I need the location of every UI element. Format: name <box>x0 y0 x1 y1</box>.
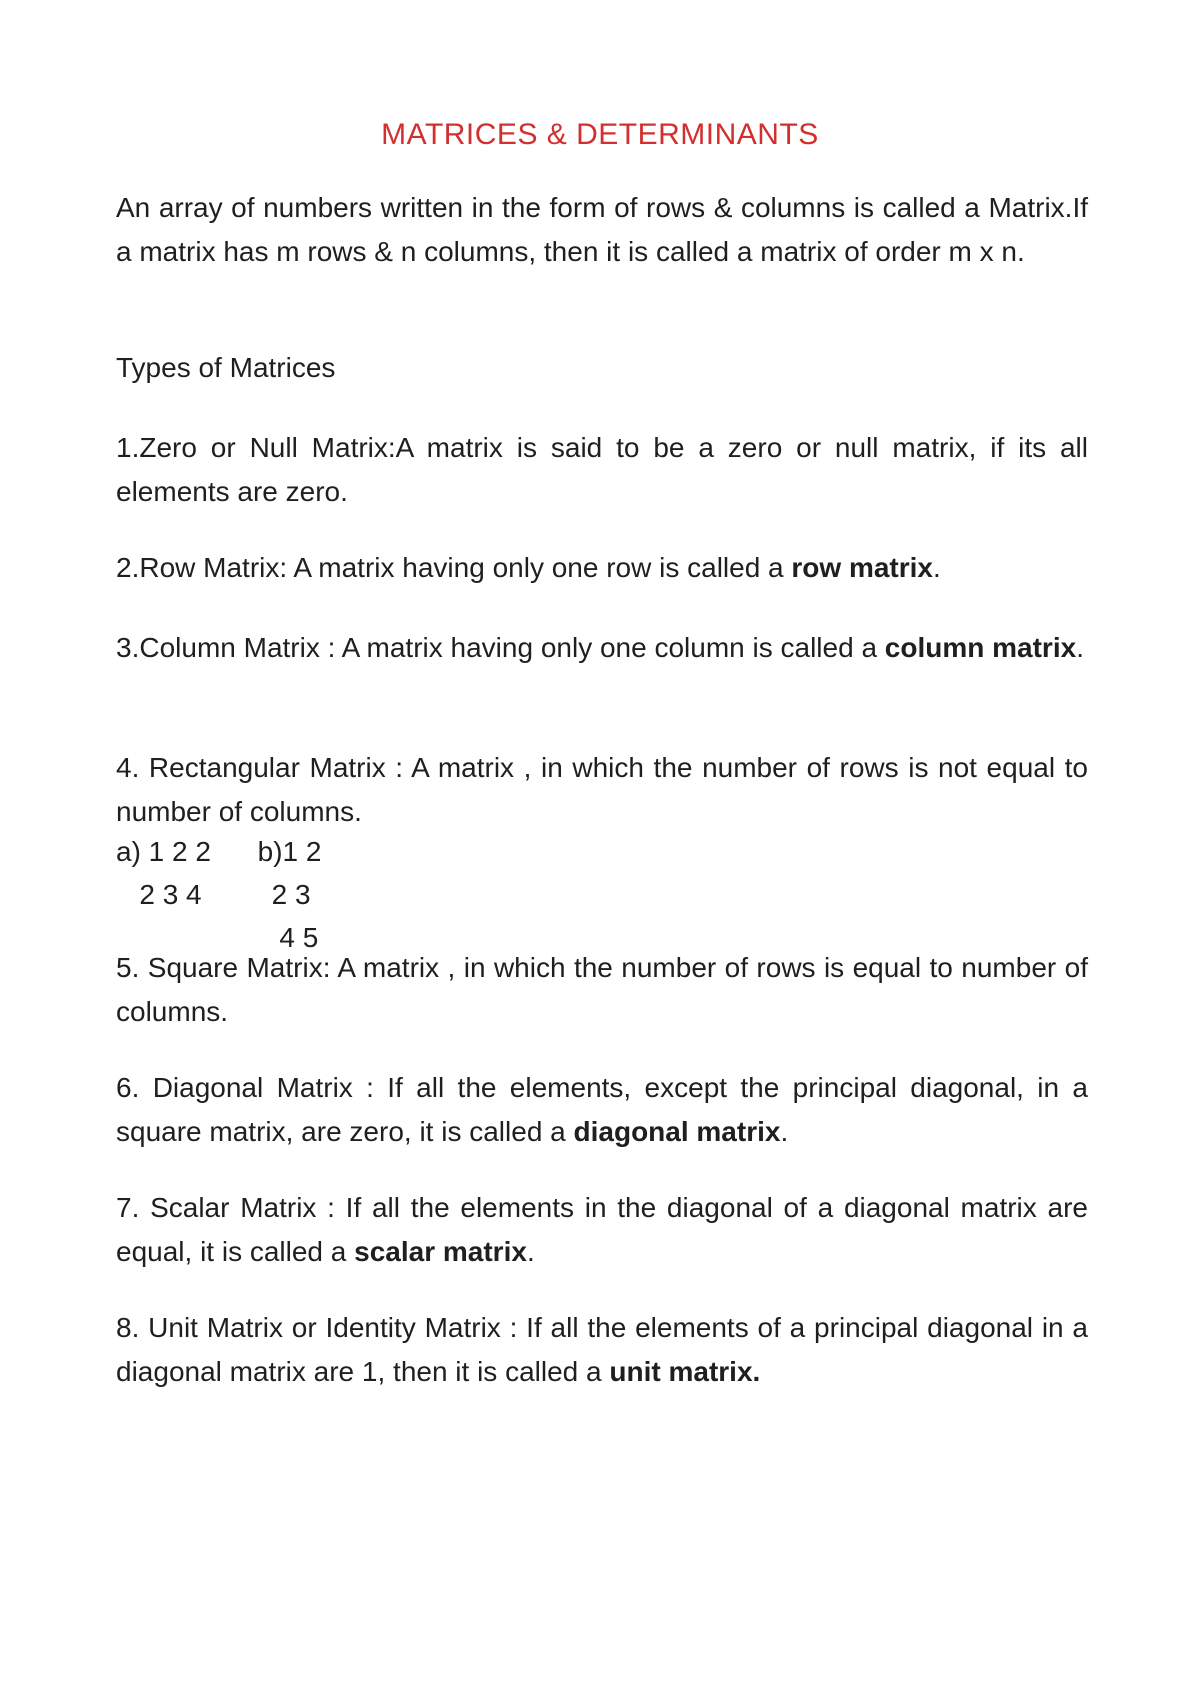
item-unit-matrix <box>116 1306 1088 1394</box>
example-line: 2 3 4 2 3 <box>116 879 311 910</box>
item-scalar-matrix <box>116 1186 1088 1274</box>
item-scalar-term: scalar matrix <box>354 1236 527 1267</box>
example-line: a) 1 2 2 b)1 2 <box>116 836 322 867</box>
item-scalar-text: 7. Scalar Matrix : If all the elements in the diagonal of a diagonal matrix are equal, it is called a <box>116 1192 1088 1267</box>
item-scalar-end: . <box>526 1236 535 1267</box>
item-column-text: 3.Column Matrix : A matrix having only one column is called a <box>116 632 885 663</box>
example-line: 4 5 <box>116 922 319 953</box>
item-row-term: row matrix <box>791 552 934 583</box>
item-diagonal-matrix <box>116 1066 1088 1154</box>
item-zero-matrix: 1.Zero or Null Matrix:A matrix is said to be a zero or null matrix, if its all elements are zero. <box>116 432 1088 507</box>
item-square-matrix: 5. Square Matrix: A matrix , in which the number of rows is equal to number of columns. <box>116 952 1088 1027</box>
item-diagonal-text: 6. Diagonal Matrix : If all the elements, except the principal diagonal, in a square matrix, are zero, it is called a <box>116 1072 1088 1147</box>
page-title: MATRICES & DETERMINANTS <box>381 118 819 151</box>
rectangular-examples <box>116 830 1088 959</box>
types-heading: Types of Matrices <box>116 352 336 383</box>
item-column-term: column matrix <box>884 632 1077 663</box>
item-row-text: 2.Row Matrix: A matrix having only one row is called a <box>116 552 792 583</box>
item-unit-term: unit matrix. <box>609 1356 761 1387</box>
item-column-matrix <box>116 626 1088 670</box>
item-unit-text: 8. Unit Matrix or Identity Matrix : If all the elements of a principal diagonal in a diagonal matrix are 1, then it is called a <box>116 1312 1088 1387</box>
item-row-matrix <box>116 546 1088 590</box>
item-diagonal-end: . <box>780 1116 789 1147</box>
intro-paragraph: An array of numbers written in the form of rows & columns is called a Matrix.If a matrix has m rows & n columns, then it is called a matrix of order m x n. <box>116 192 1088 267</box>
item-column-end: . <box>1076 632 1084 663</box>
item-diagonal-term: diagonal matrix <box>573 1116 781 1147</box>
item-rectangular-matrix: 4. Rectangular Matrix : A matrix , in which the number of rows is not equal to number of columns. <box>116 752 1088 827</box>
item-row-end: . <box>933 552 941 583</box>
